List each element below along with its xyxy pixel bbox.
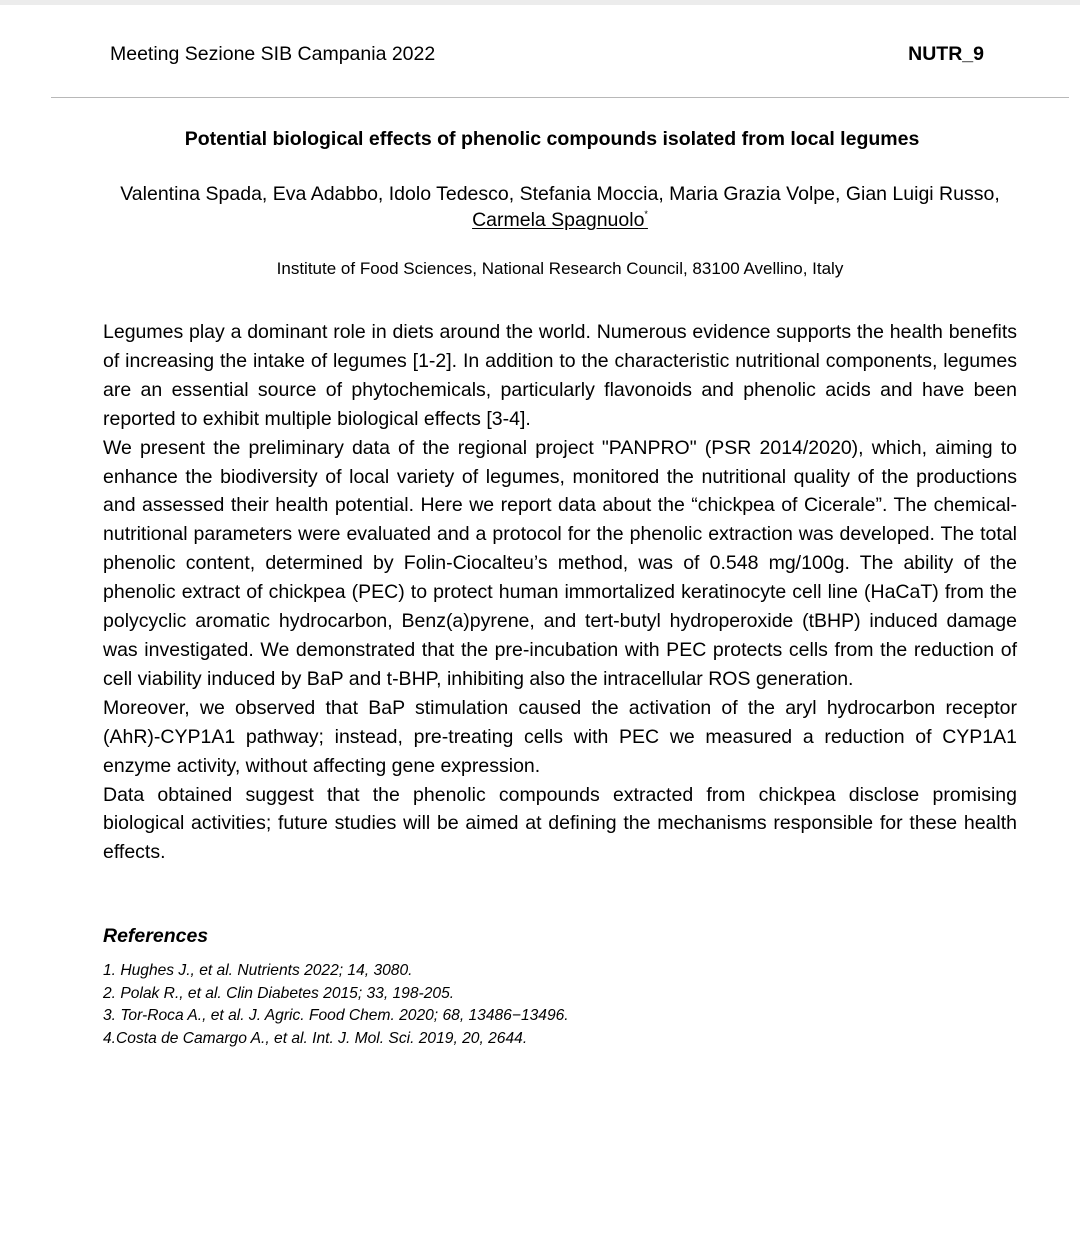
affiliation: Institute of Food Sciences, National Research Council, 83100 Avellino, Italy xyxy=(276,259,844,278)
corresponding-author xyxy=(472,209,648,231)
reference-item: 3. Tor-Roca A., et al. J. Agric. Food Chem. 2020; 68, 13486−13496. xyxy=(103,1007,569,1024)
authors-text: Valentina Spada, Eva Adabbo, Idolo Tedesco, Stefania Moccia, Maria Grazia Volpe, Gian Luigi Russo, xyxy=(120,183,1000,205)
reference-list xyxy=(103,960,1017,1050)
reference-item: 2. Polak R., et al. Clin Diabetes 2015; 33, 198-205. xyxy=(103,984,455,1002)
abstract-paragraph: Data obtained suggest that the phenolic compounds extracted from chickpea disclose promising biological activities; future studies will be aimed at defining the mechanisms responsible for these health effects. xyxy=(103,783,1017,864)
corresponding-author-mark: * xyxy=(644,209,648,219)
abstract-code: NUTR_9 xyxy=(908,43,984,65)
corresponding-author-name: Carmela Spagnuolo xyxy=(472,209,645,231)
reference-item: 1. Hughes J., et al. Nutrients 2022; 14, 3080. xyxy=(103,962,413,979)
reference-item: 4.Costa de Camargo A., et al. Int. J. Mol. Sci. 2019, 20, 2644. xyxy=(103,1029,528,1047)
abstract-paragraph: Moreover, we observed that BaP stimulation caused the activation of the aryl hydrocarbon receptor (AhR)-CYP1A1 pathway; instead, pre-treating cells with PEC we measured a reduction of CYP1A1 enzyme activity, without affecting gene expression. xyxy=(103,696,1017,777)
paper-title: Potential biological effects of phenolic compounds isolated from local legumes xyxy=(184,128,920,150)
abstract-paragraph: Legumes play a dominant role in diets around the world. Numerous evidence supports the health benefits of increasing the intake of legumes [1-2]. In addition to the characteristic nutritional components, legumes are an essential source of phytochemicals, particularly flavonoids and phenolic acids and have been reported to exhibit multiple biological effects [3-4]. xyxy=(103,321,1017,430)
references-heading: References xyxy=(103,925,209,947)
abstract-body xyxy=(103,318,1017,867)
header-divider xyxy=(51,97,1069,98)
author-list xyxy=(110,181,1010,233)
top-edge-band xyxy=(0,0,1080,5)
abstract-paragraph: We present the preliminary data of the regional project "PANPRO" (PSR 2014/2020), which, aiming to enhance the biodiversity of local variety of legumes, monitored the nutritional quality of the productions and assessed their health potential. Here we report data about the “chickpea of Cicerale”. The chemical-nutritional parameters were evaluated and a protocol for the phenolic extraction was developed. The total phenolic content, determined by Folin-Ciocalteu’s method, was of 0.548 mg/100g. The ability of the phenolic extract of chickpea (PEC) to protect human immortalized keratinocyte cell line (HaCaT) from the polycyclic aromatic hydrocarbon, Benz(a)pyrene, and tert-butyl hydroperoxide (tBHP) induced damage was investigated. We demonstrated that the pre-incubation with PEC protects cells from the reduction of cell viability induced by BaP and t-BHP, inhibiting also the intracellular ROS generation. xyxy=(103,436,1017,690)
meeting-name: Meeting Sezione SIB Campania 2022 xyxy=(110,43,436,65)
